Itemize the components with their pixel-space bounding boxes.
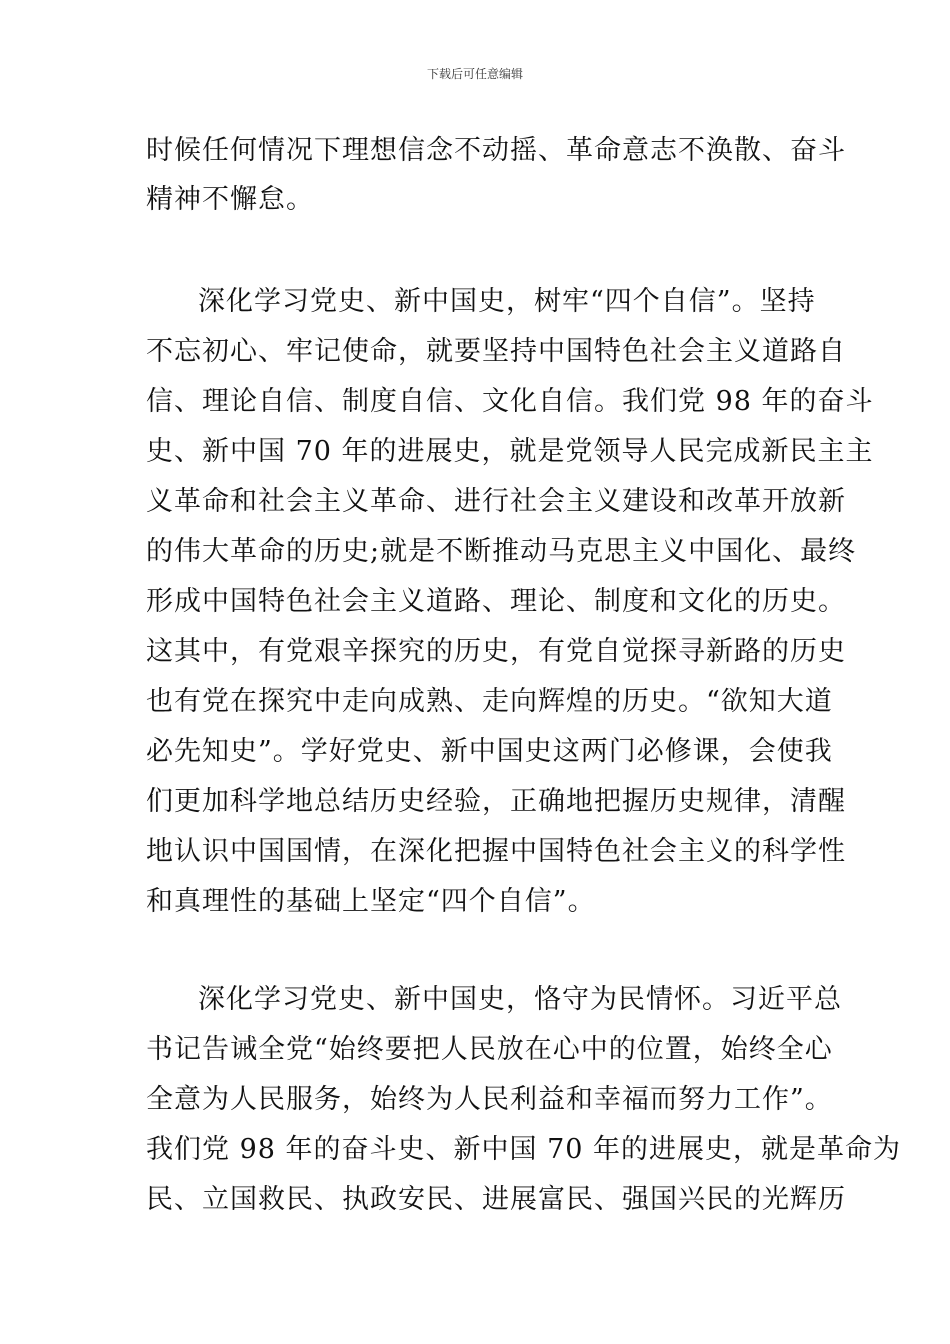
paragraph-2-line-3: 信、理论自信、制度自信、文化自信。我们党 98 年的奋斗 — [146, 386, 874, 417]
paragraph-3-line-1: 深化学习党史、新中国史，恪守为民情怀。习近平总 — [198, 984, 842, 1015]
paragraph-1-line-1: 时候任何情况下理想信念不动摇、革命意志不涣散、奋斗 — [146, 135, 846, 166]
paragraph-2-line-5: 义革命和社会主义革命、进行社会主义建设和改革开放新 — [146, 486, 846, 517]
paragraph-2-line-7: 形成中国特色社会主义道路、理论、制度和文化的历史。 — [146, 586, 846, 617]
paragraph-3-line-4: 我们党 98 年的奋斗史、新中国 70 年的进展史，就是革命为 — [146, 1134, 902, 1165]
paragraph-2-line-4: 史、新中国 70 年的进展史，就是党领导人民完成新民主主 — [146, 436, 874, 467]
paragraph-2-line-12: 地认识中国国情，在深化把握中国特色社会主义的科学性 — [146, 836, 846, 867]
paragraph-3-line-2: 书记告诫全党“始终要把人民放在心中的位置，始终全心 — [146, 1034, 833, 1065]
paragraph-2-line-2: 不忘初心、牢记使命，就要坚持中国特色社会主义道路自 — [146, 336, 846, 367]
paragraph-2-line-13: 和真理性的基础上坚定“四个自信”。 — [146, 886, 596, 917]
paragraph-1-line-2: 精神不懈怠。 — [146, 184, 314, 215]
paragraph-2-line-1: 深化学习党史、新中国史，树牢“四个自信”。坚持 — [198, 286, 816, 317]
paragraph-3-line-5: 民、立国救民、执政安民、进展富民、强国兴民的光辉历 — [146, 1184, 846, 1215]
paragraph-2-line-10: 必先知史”。学好党史、新中国史这两门必修课，会使我 — [146, 736, 833, 767]
paragraph-2-line-9: 也有党在探究中走向成熟、走向辉煌的历史。“欲知大道 — [146, 686, 833, 717]
paragraph-3-line-3: 全意为人民服务，始终为人民利益和幸福而努力工作”。 — [146, 1084, 833, 1115]
paragraph-2-line-8: 这其中，有党艰辛探究的历史，有党自觉探寻新路的历史 — [146, 636, 846, 667]
paragraph-2-line-11: 们更加科学地总结历史经验，正确地把握历史规律，清醒 — [146, 786, 846, 817]
page-header-note: 下载后可任意编辑 — [426, 67, 523, 81]
paragraph-2-line-6: 的伟大革命的历史;就是不断推动马克思主义中国化、最终 — [146, 536, 857, 567]
